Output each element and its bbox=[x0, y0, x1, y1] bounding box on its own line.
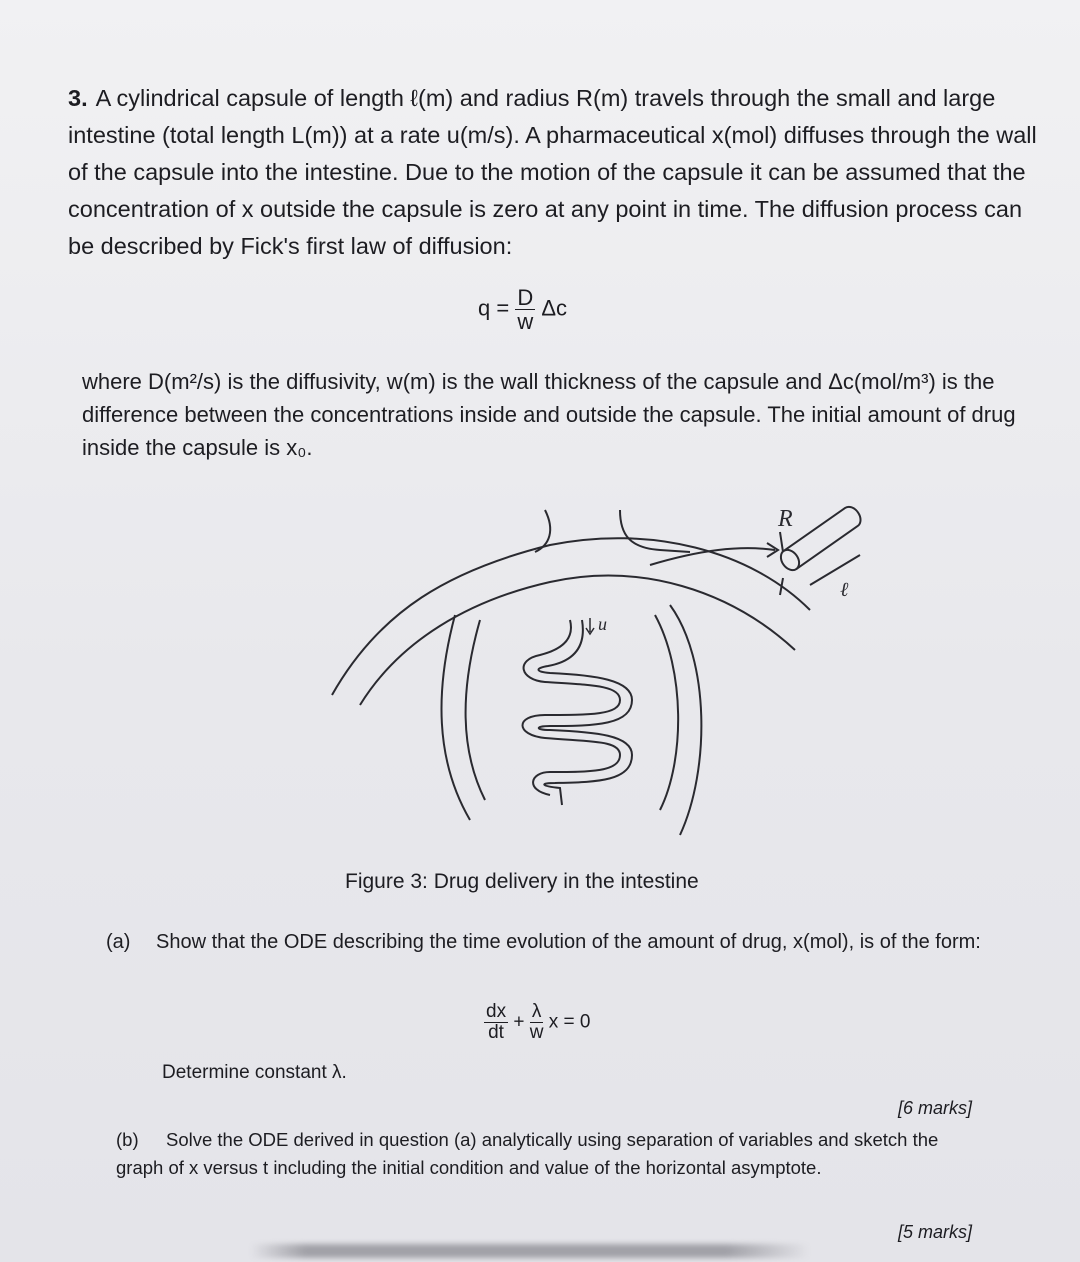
figure-caption: Figure 3: Drug delivery in the intestine bbox=[345, 870, 699, 893]
small-intestine-coils bbox=[523, 620, 621, 795]
question-intro bbox=[68, 80, 1043, 265]
ode-plus: + bbox=[513, 1011, 525, 1033]
part-b-question bbox=[116, 1126, 976, 1182]
part-b-label: (b) bbox=[116, 1129, 139, 1150]
part-a-label: (a) bbox=[106, 931, 131, 953]
equation-rhs: Δc bbox=[541, 295, 568, 321]
ode-equation bbox=[484, 1002, 591, 1043]
colon-right-wall-inner bbox=[655, 615, 678, 810]
equation-lhs: q = bbox=[478, 295, 510, 321]
radius-label: R bbox=[778, 506, 793, 532]
part-a-text: Show that the ODE describing the time evolution of the amount of drug, x(mol), is of the form: bbox=[156, 931, 981, 953]
velocity-label: u bbox=[598, 614, 607, 634]
length-arrow bbox=[810, 555, 860, 585]
velocity-arrow bbox=[586, 618, 594, 634]
part-a-marks: [6 marks] bbox=[897, 1098, 972, 1118]
ficks-law-equation bbox=[478, 286, 567, 333]
ode-den1: dt bbox=[488, 1021, 504, 1043]
question-number: 3. bbox=[68, 85, 88, 111]
equation-denominator: w bbox=[517, 309, 534, 335]
part-b-text: Solve the ODE derived in question (a) analytically using separation of variables and sketch the graph of x versus t including the initial condition and value of the horizontal asymptote. bbox=[116, 1129, 939, 1178]
colon-left-wall-inner bbox=[466, 620, 485, 800]
cutoff-text-blur bbox=[250, 1244, 810, 1258]
duodenum-tube bbox=[620, 510, 690, 552]
ode-den2: w bbox=[529, 1021, 544, 1043]
where-paragraph: where D(m²/s) is the diffusivity, w(m) is the wall thickness of the capsule and Δc(mol/m³) is the difference between the concentrations inside and outside the capsule. The initial amount of drug inside the capsule is x₀. bbox=[82, 369, 1016, 460]
ode-tail: x = 0 bbox=[548, 1011, 591, 1033]
part-a-question bbox=[106, 928, 996, 956]
equation-numerator: D bbox=[517, 285, 534, 310]
colon-right-wall bbox=[670, 605, 701, 835]
part-a-determine: Determine constant λ. bbox=[162, 1062, 347, 1083]
part-b-marks: [5 marks] bbox=[897, 1222, 972, 1242]
large-intestine-outer bbox=[332, 538, 810, 695]
intro-text: A cylindrical capsule of length ℓ(m) and radius R(m) travels through the small and large intestine (total length L(m)) at a rate u(m/s). A pharmaceutical x(mol) diffuses through the wall of the capsule into the intestine. Due to the motion of the capsule it can be assumed that the concentration of x outside the capsule is zero at any point in time. The diffusion process can be described by Fick's first law of diffusion: bbox=[68, 85, 1037, 259]
ode-num1: dx bbox=[486, 1001, 507, 1022]
radius-arrow-top bbox=[780, 532, 783, 552]
ode-num2: λ bbox=[531, 1001, 542, 1022]
length-label: ℓ bbox=[840, 579, 849, 601]
small-intestine-coils-inner bbox=[538, 620, 632, 805]
intestine-figure bbox=[320, 490, 880, 860]
equation-fraction bbox=[515, 286, 535, 333]
